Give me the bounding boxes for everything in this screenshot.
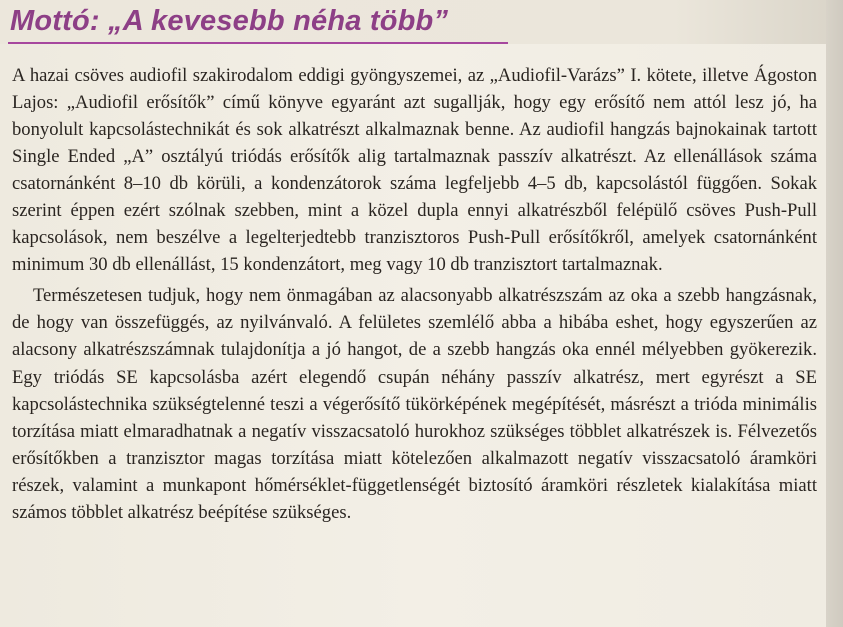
- title-underline: [8, 42, 508, 44]
- paragraph-2: Természetesen tudjuk, hogy nem önmagában az alacsonyabb alkatrészszám az oka a szebb hangzásnak, de hogy van összefüggés, az nyilvánvaló. A felületes szemlélő abba a hibába eshet, hogy egyszerűen az alacsony alkatrészszámnak tulajdonítja a jó hangot, de a szebb hangzás oka ennél mélyebben gyökerezik. Egy triódás SE kapcsolásba azért elegendő csupán néhány passzív alkatrész, mert egyrészt a SE kapcsolástechnika szükségtelenné teszi a végerősítő tükörképének megépítését, másrészt a trióda minimális torzítása miatt elmaradhatnak a negatív visszacsatoló hurokhoz szükséges többlet alkatrészek is. Félvezetős erősítőkben a tranzisztor magas torzítása miatt kötelezően alkalmazott negatív visszacsatoló áramköri részek, valamint a munkapont hőmérséklet-függetlenségét biztosító áramköri részletek kialakítása miatt számos többlet alkatrész beépítése szükséges.: [12, 285, 817, 523]
- paragraph-1: A hazai csöves audiofil szakirodalom eddigi gyöngyszemei, az „Audiofil-Varázs” I. kötete, illetve Ágoston Lajos: „Audiofil erősítők” című könyve egyaránt azt sugallják, hogy egy erősítő nem attól lesz jó, ha bonyolult kapcsolástechnikát és sok alkatrészt alkalmaznak benne. Az audiofil hangzás bajnokainak tartott Single Ended „A” osztályú triódás erősítők alig tartalmaznak passzív alkatrészt. Az ellenállások száma csatornánként 8–10 db körüli, a kondenzátorok száma legfeljebb 4–5 db, kapcsolástól függően. Sokak szerint éppen ezért szólnak szebben, mint a közel dupla ennyi alkatrészből felépülő csöves Push-Pull kapcsolások, nem beszélve a legelterjedtebb tranzisztoros Push-Pull erősítőkről, amelyek csatornánként minimum 30 db ellenállást, 15 kondenzátort, meg vagy 10 db tranzisztort tartalmaznak.: [12, 65, 817, 276]
- article-title: Mottó: „A kevesebb néha több”: [10, 5, 449, 37]
- article-body: [12, 62, 817, 526]
- page-edge-shadow: [826, 0, 843, 627]
